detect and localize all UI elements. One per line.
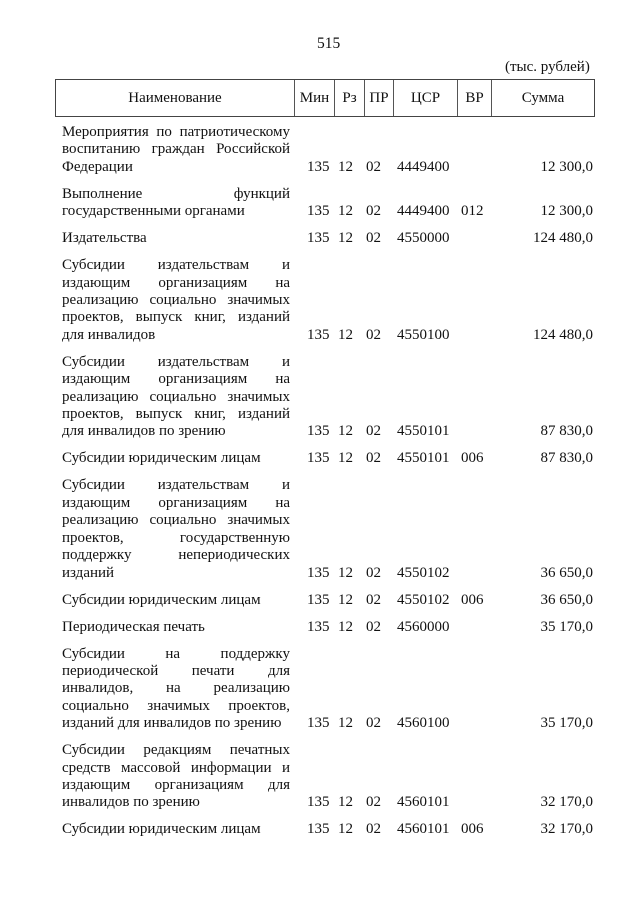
cell-min: 135 <box>307 591 330 608</box>
cell-pr: 02 <box>366 618 381 635</box>
cell-min: 135 <box>307 230 330 247</box>
cell-csr: 4550102 <box>397 564 450 581</box>
cell-csr: 4550100 <box>397 326 450 343</box>
page-number: 515 <box>317 35 341 52</box>
row-name <box>62 257 290 344</box>
cell-csr: 4560101 <box>397 794 450 811</box>
cell-vr: 006 <box>461 450 484 467</box>
row-name <box>62 477 290 581</box>
row-name-line: проектов, выпуск книг, изданий <box>62 406 290 423</box>
cell-vr: 006 <box>461 591 484 608</box>
row-name-line: Субсидии на поддержку <box>62 645 290 662</box>
table-row <box>0 230 640 257</box>
cell-csr: 4449400 <box>397 203 450 220</box>
cell-rz: 12 <box>338 230 353 247</box>
header-name: Наименование <box>128 90 222 106</box>
header-rz: Рз <box>334 80 364 116</box>
cell-pr: 02 <box>366 450 381 467</box>
cell-csr: 4550101 <box>397 450 450 467</box>
row-name-line: Субсидии издательствам и <box>62 257 290 274</box>
cell-pr: 02 <box>366 203 381 220</box>
row-name-line: Субсидии издательствам и <box>62 353 290 370</box>
cell-csr: 4560000 <box>397 618 450 635</box>
cell-rz: 12 <box>338 423 353 440</box>
cell-csr: 4550102 <box>397 591 450 608</box>
cell-rz: 12 <box>338 564 353 581</box>
cell-pr: 02 <box>366 423 381 440</box>
cell-rz: 12 <box>338 450 353 467</box>
row-name-line: Издательства <box>62 230 147 247</box>
cell-sum: 36 650,0 <box>540 564 593 581</box>
row-name <box>62 354 290 441</box>
cell-sum: 124 480,0 <box>533 230 593 247</box>
cell-min: 135 <box>307 326 330 343</box>
cell-vr: 006 <box>461 821 484 838</box>
row-name-line: для инвалидов <box>62 326 156 343</box>
table-row <box>0 592 640 619</box>
row-name-line: социально значимых проектов, <box>62 697 290 714</box>
cell-pr: 02 <box>366 591 381 608</box>
table-header <box>55 79 595 117</box>
header-pr: ПР <box>364 80 393 116</box>
row-name-line: издающим организациям на <box>62 371 290 388</box>
cell-sum: 35 170,0 <box>540 618 593 635</box>
table-row <box>0 821 640 848</box>
header-sum: Сумма <box>491 80 594 116</box>
cell-rz: 12 <box>338 821 353 838</box>
cell-rz: 12 <box>338 591 353 608</box>
row-name <box>62 742 290 812</box>
row-name-line: реализацию социально значимых <box>62 292 290 309</box>
row-name <box>62 821 290 838</box>
row-name-line: Субсидии юридическим лицам <box>62 591 261 608</box>
cell-min: 135 <box>307 203 330 220</box>
header-csr: ЦСР <box>393 80 457 116</box>
table-row <box>0 450 640 477</box>
cell-sum: 12 300,0 <box>540 158 593 175</box>
row-name-line: для инвалидов по зрению <box>62 423 226 440</box>
cell-rz: 12 <box>338 715 353 732</box>
row-name <box>62 230 290 247</box>
row-name <box>62 646 290 733</box>
cell-csr: 4449400 <box>397 158 450 175</box>
row-name-line: государственными органами <box>62 203 245 220</box>
row-name-line: издающим организациям на <box>62 494 290 511</box>
row-name-line: издающим организациям на <box>62 274 290 291</box>
table-row <box>0 124 640 186</box>
cell-vr: 012 <box>461 203 484 220</box>
row-name-line: Мероприятия по патриотическому <box>62 124 290 140</box>
cell-sum: 87 830,0 <box>540 423 593 440</box>
cell-pr: 02 <box>366 821 381 838</box>
row-name-line: проектов, государственную <box>62 529 290 546</box>
row-name <box>62 450 290 467</box>
cell-min: 135 <box>307 158 330 175</box>
row-name-line: Выполнение функций <box>62 185 290 202</box>
table-row <box>0 742 640 821</box>
row-name-line: проектов, выпуск книг, изданий <box>62 309 290 326</box>
row-name <box>62 619 290 636</box>
cell-rz: 12 <box>338 794 353 811</box>
cell-min: 135 <box>307 821 330 838</box>
cell-csr: 4550000 <box>397 230 450 247</box>
table-row <box>0 619 640 646</box>
cell-min: 135 <box>307 423 330 440</box>
row-name-line: Субсидии издательствам и <box>62 477 290 494</box>
row-name-line: Периодическая печать <box>62 618 205 635</box>
row-name-line: реализацию социально значимых <box>62 512 290 529</box>
row-name-line: Федерации <box>62 158 133 175</box>
table-row <box>0 646 640 743</box>
cell-csr: 4550101 <box>397 423 450 440</box>
cell-sum: 124 480,0 <box>533 326 593 343</box>
cell-rz: 12 <box>338 618 353 635</box>
cell-sum: 36 650,0 <box>540 591 593 608</box>
row-name-line: инвалидов, на реализацию <box>62 680 290 697</box>
cell-pr: 02 <box>366 794 381 811</box>
header-min: Мин <box>294 80 334 116</box>
row-name <box>62 124 290 176</box>
cell-sum: 32 170,0 <box>540 821 593 838</box>
row-name-line: периодической печати для <box>62 662 290 679</box>
cell-pr: 02 <box>366 715 381 732</box>
row-name <box>62 592 290 609</box>
cell-rz: 12 <box>338 326 353 343</box>
row-name-line: средств массовой информации и <box>62 759 290 776</box>
row-name-line: изданий для инвалидов по зрению <box>62 715 282 732</box>
row-name-line: поддержку непериодических <box>62 547 290 564</box>
row-name-line: издающим организациям для <box>62 776 290 793</box>
row-name-line: инвалидов по зрению <box>62 794 200 811</box>
row-name-line: изданий <box>62 564 115 581</box>
units-label: (тыс. рублей) <box>505 59 590 75</box>
table-row <box>0 257 640 354</box>
cell-pr: 02 <box>366 326 381 343</box>
cell-min: 135 <box>307 794 330 811</box>
cell-pr: 02 <box>366 158 381 175</box>
cell-sum: 35 170,0 <box>540 715 593 732</box>
table-row <box>0 186 640 230</box>
cell-pr: 02 <box>366 230 381 247</box>
cell-min: 135 <box>307 715 330 732</box>
cell-rz: 12 <box>338 158 353 175</box>
row-name-line: воспитанию граждан Российской <box>62 141 290 158</box>
cell-csr: 4560100 <box>397 715 450 732</box>
cell-min: 135 <box>307 564 330 581</box>
row-name-line: реализацию социально значимых <box>62 388 290 405</box>
table-row <box>0 354 640 451</box>
table-row <box>0 477 640 591</box>
cell-min: 135 <box>307 450 330 467</box>
cell-rz: 12 <box>338 203 353 220</box>
cell-min: 135 <box>307 618 330 635</box>
cell-sum: 12 300,0 <box>540 203 593 220</box>
row-name-line: Субсидии редакциям печатных <box>62 742 290 759</box>
cell-sum: 32 170,0 <box>540 794 593 811</box>
cell-pr: 02 <box>366 564 381 581</box>
row-name-line: Субсидии юридическим лицам <box>62 821 261 838</box>
row-name <box>62 186 290 221</box>
table-body <box>0 124 640 848</box>
row-name-line: Субсидии юридическим лицам <box>62 450 261 467</box>
cell-sum: 87 830,0 <box>540 450 593 467</box>
cell-csr: 4560101 <box>397 821 450 838</box>
header-vr: ВР <box>457 80 491 116</box>
